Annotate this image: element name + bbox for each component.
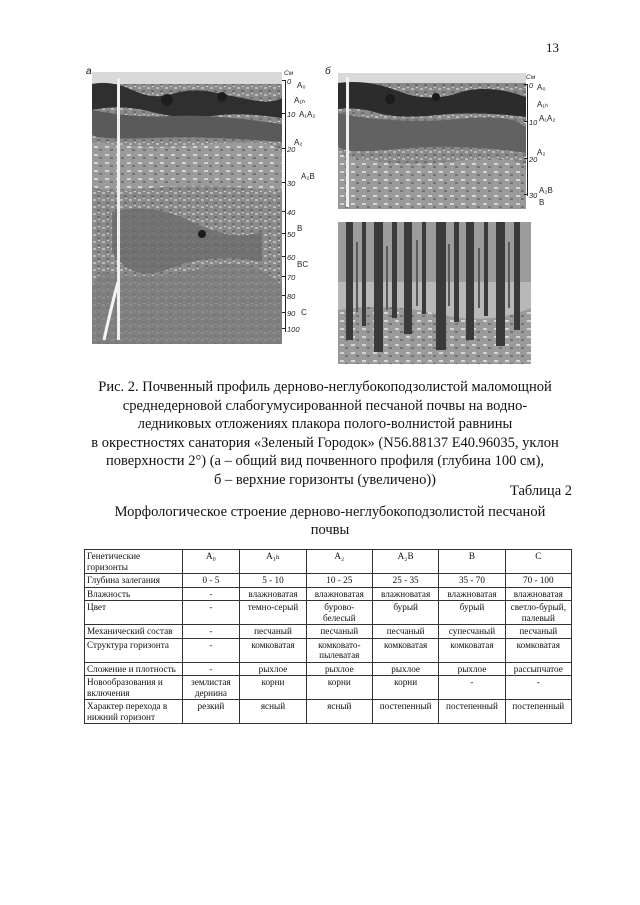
table-cell: 5 - 10	[240, 574, 306, 588]
depth-number: 100	[287, 325, 300, 334]
horizon-label: A₀	[537, 83, 546, 92]
horizon-label: A₂	[537, 148, 546, 157]
horizon-label: A₁A₂	[299, 110, 316, 119]
table-cell: постепенный	[439, 700, 505, 724]
table-cell: влажноватая	[439, 587, 505, 601]
horizon-label: A₁ₕ	[537, 100, 549, 109]
depth-number: 10	[287, 110, 296, 119]
horizon-label: A₂	[294, 138, 303, 147]
panel-a-letter: а	[86, 66, 92, 77]
depth-tick	[282, 182, 286, 183]
depth-number: 20	[287, 145, 296, 154]
depth-number: 30	[529, 191, 538, 200]
table-cell: влажноватая	[372, 587, 438, 601]
table-cell: песчаный	[306, 625, 372, 639]
table-cell: ясный	[306, 700, 372, 724]
table-cell: влажноватая	[240, 587, 306, 601]
table-cell: -	[182, 625, 240, 639]
table-cell: влажноватая	[306, 587, 372, 601]
table-cell: Характер перехода в нижний горизонт	[85, 700, 183, 724]
depth-number: 20	[529, 155, 538, 164]
table-cell: 10 - 25	[306, 574, 372, 588]
table-cell: Цвет	[85, 601, 183, 625]
depth-scale-b-line	[527, 84, 528, 196]
table-cell: -	[182, 662, 240, 676]
table-title-line: почвы	[310, 522, 350, 538]
header-cell: B	[439, 550, 505, 574]
depth-number: 60	[287, 253, 296, 262]
header-cell: A₂	[306, 550, 372, 574]
soil-upper-horizons-photo-b	[338, 73, 526, 209]
depth-number: 70	[287, 273, 296, 282]
depth-tick	[282, 276, 286, 277]
depth-scale-a-unit: См	[284, 70, 294, 77]
page-number: 13	[546, 40, 559, 55]
horizon-label: B	[297, 224, 303, 233]
depth-number: 0	[529, 81, 534, 90]
table-row	[85, 676, 572, 700]
depth-tick	[282, 256, 286, 257]
table-cell: Новообразования и включения	[85, 676, 183, 700]
table-label: Таблица 2	[509, 483, 572, 499]
table-cell: -	[182, 601, 240, 625]
forest-photo	[338, 222, 531, 364]
caption-line: ледниковых отложениях плакора полого-волнистой равнины	[137, 416, 513, 433]
table-row	[85, 625, 572, 639]
table-cell: Механический состав	[85, 625, 183, 639]
horizon-label: A₁ₕ	[294, 96, 306, 105]
depth-tick	[282, 211, 286, 212]
depth-number: 10	[529, 118, 538, 127]
table-cell: ясный	[240, 700, 306, 724]
table-cell: комковатая	[372, 638, 438, 662]
table-cell: бурый	[439, 601, 505, 625]
morphology-table	[84, 549, 572, 724]
depth-tick	[524, 84, 528, 85]
table-cell: рыхлое	[306, 662, 372, 676]
horizon-label: C	[301, 308, 307, 317]
table-cell: корни	[240, 676, 306, 700]
table-cell: комковатая	[439, 638, 505, 662]
horizon-label: A₁A₂	[539, 114, 556, 123]
horizon-label: A₂B	[301, 172, 315, 181]
table-cell: рыхлое	[240, 662, 306, 676]
table-row	[85, 662, 572, 676]
table-cell: супесчаный	[439, 625, 505, 639]
depth-tick	[282, 80, 286, 81]
depth-number: 50	[287, 230, 296, 239]
table-cell: рыхлое	[372, 662, 438, 676]
header-cell: A₂B	[372, 550, 438, 574]
depth-number: 90	[287, 309, 296, 318]
depth-scale-b-unit: См	[526, 74, 536, 81]
table-cell: резкий	[182, 700, 240, 724]
caption-line: Рис. 2. Почвенный профиль дерново-неглубокоподзолистой маломощной	[98, 379, 552, 395]
table-cell: бурово-белесый	[306, 601, 372, 625]
table-cell: Влажность	[85, 587, 183, 601]
depth-tick	[524, 158, 528, 159]
table-cell: 25 - 35	[372, 574, 438, 588]
soil-upper-horizons-photo-b-image	[338, 73, 526, 209]
forest-photo-image	[338, 222, 531, 364]
table-title-line: Морфологическое строение дерново-неглубокоподзолистой песчаной	[114, 504, 546, 520]
table-cell: комковато-пылеватая	[306, 638, 372, 662]
depth-number: 80	[287, 292, 296, 301]
table-cell: корни	[306, 676, 372, 700]
depth-tick	[282, 113, 286, 114]
caption-line: б – верхние горизонты (увеличено))	[213, 471, 437, 488]
panel-b-letter: б	[325, 66, 331, 77]
header-cell: C	[505, 550, 571, 574]
table-cell: 0 - 5	[182, 574, 240, 588]
table-cell: 70 - 100	[505, 574, 571, 588]
soil-profile-photo-a-image	[92, 72, 282, 344]
caption-line: поверхности 2°) (а – общий вид почвенного профиля (глубина 100 см),	[105, 453, 545, 470]
depth-tick	[282, 148, 286, 149]
header-cell: A₀	[182, 550, 240, 574]
header-cell: A₁ₕ	[240, 550, 306, 574]
table-cell: -	[505, 676, 571, 700]
table-cell: Сложение и плотность	[85, 662, 183, 676]
depth-tick	[282, 312, 286, 313]
table-header-row	[85, 550, 572, 574]
table-row	[85, 638, 572, 662]
table-cell: рассыпчатое	[505, 662, 571, 676]
figure-caption	[60, 378, 590, 490]
table-cell: постепенный	[505, 700, 571, 724]
table-cell: комковатая	[505, 638, 571, 662]
table-row	[85, 700, 572, 724]
depth-tick	[282, 328, 286, 329]
table-cell: влажноватая	[505, 587, 571, 601]
table-row	[85, 574, 572, 588]
table-cell: песчаный	[505, 625, 571, 639]
table-row	[85, 587, 572, 601]
horizon-label: BC	[297, 260, 309, 269]
table-cell: бурый	[372, 601, 438, 625]
horizon-label: A₀	[297, 81, 306, 90]
caption-line: в окрестностях санатория «Зеленый Городок» (N56.88137 E40.96035, уклон	[91, 434, 559, 451]
table-cell: -	[439, 676, 505, 700]
depth-tick	[524, 121, 528, 122]
depth-number: 0	[287, 77, 292, 86]
caption-line: среднедерновой слабогумусированной песчаной почвы на водно-	[122, 397, 528, 414]
depth-tick	[282, 295, 286, 296]
table-title	[90, 503, 570, 539]
table-cell: постепенный	[372, 700, 438, 724]
soil-profile-photo-a	[92, 72, 282, 344]
table-row	[85, 601, 572, 625]
depth-tick	[524, 194, 528, 195]
horizon-label: A₂B	[539, 186, 553, 195]
horizon-label: B	[539, 198, 545, 207]
table-cell: темно-серый	[240, 601, 306, 625]
table-cell: песчаный	[240, 625, 306, 639]
table-cell: 35 - 70	[439, 574, 505, 588]
table-cell: светло-бурый, палевый	[505, 601, 571, 625]
depth-tick	[282, 233, 286, 234]
table-cell: Глубина залегания	[85, 574, 183, 588]
table-cell: комковатая	[240, 638, 306, 662]
table-cell: рыхлое	[439, 662, 505, 676]
depth-number: 40	[287, 208, 296, 217]
header-cell: Генетические горизонты	[85, 550, 183, 574]
table-cell: землистая дернина	[182, 676, 240, 700]
depth-number: 30	[287, 179, 296, 188]
table-cell: -	[182, 638, 240, 662]
table-cell: песчаный	[372, 625, 438, 639]
table-cell: корни	[372, 676, 438, 700]
table-cell: Структура горизонта	[85, 638, 183, 662]
table-cell: -	[182, 587, 240, 601]
